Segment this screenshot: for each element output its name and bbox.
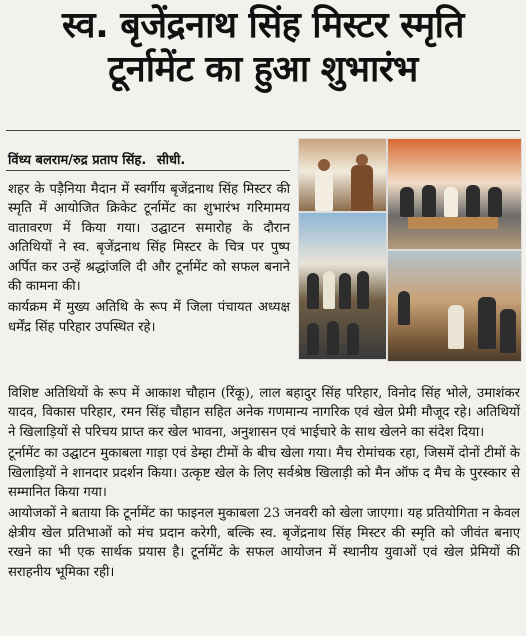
person-figure xyxy=(400,187,414,217)
photo-felicitation xyxy=(298,138,387,212)
person-figure xyxy=(488,187,502,217)
headline-line-1: स्व. बृजेंद्रनाथ सिंह मिस्टर स्मृति xyxy=(62,5,464,46)
photo-players-lineup xyxy=(298,212,387,360)
person-head xyxy=(356,154,368,166)
person-figure xyxy=(315,169,333,211)
person-figure xyxy=(478,297,496,349)
photo-collage xyxy=(298,138,520,360)
headline-divider xyxy=(6,130,520,131)
person-figure xyxy=(339,273,351,309)
person-figure xyxy=(500,309,516,353)
body-paragraph-2: टूर्नामेंट का उद्घाटन मुकाबला गाड़ा एवं डेम्हा टीमों के बीच खेला गया। मैच रोमांचक रहा, जिसमें दोनों टीमों के खिलाड़ियों ने शानदार प्रदर्शन किया। उत्कृष्ट खेल के लिए सर्वश्रेष्ठ खिलाड़ी को मैन ऑफ द मैच के पुरस्कार से सम्मानित किया गया। xyxy=(8,446,520,501)
article-body xyxy=(8,384,520,584)
byline-place: सीधी. xyxy=(156,153,186,168)
person-figure xyxy=(347,323,359,355)
person-figure xyxy=(398,291,410,325)
photo-ground-crowd xyxy=(387,250,522,362)
byline-divider xyxy=(6,170,290,171)
person-head xyxy=(318,159,330,171)
person-figure xyxy=(448,305,464,349)
body-paragraph-3: आयोजकों ने बताया कि टूर्नामेंट का फाइनल मुकाबला 23 जनवरी को खेला जाएगा। यह प्रतियोगिता न केवल क्षेत्रीय खेल प्रतिभाओं को मंच प्रदान करेगी, बल्कि स्व. बृजेंद्रनाथ सिंह मिस्टर की स्मृति को जीवंत बनाए रखने का भी एक सार्थक प्रयास है। टूर्नामेंट के सफल आयोजन में स्थानीय युवाओं एवं खेल प्रेमियों की सराहनीय भूमिका रही। xyxy=(8,506,520,580)
column-paragraph-1: शहर के पड़ैनिया मैदान में स्वर्गीय बृजेंद्रनाथ सिंह मिस्टर की स्मृति में आयोजित क्रिकेट टूर्नामेंट का शुभारंभ गरिमामय वातावरण में किया गया। उद्घाटन समारोह के दौरान अतिथियों ने स्व. बृजेंद्रनाथ सिंह मिस्टर के चित्र पर पुष्प अर्पित कर उन्हें श्रद्धांजलि दी और टूर्नामेंट को सफल बनाने की कामना की। xyxy=(8,182,290,295)
person-figure xyxy=(307,273,319,309)
body-paragraph-1: विशिष्ट अतिथियों के रूप में आकाश चौहान (रिंकू), लाल बहादुर सिंह परिहार, विनोद सिंह भोले, उमाशंकर यादव, विकास परिहार, रमन सिंह चौहान सहित अनेक गणमान्य नागरिक एवं खेल प्रेमी मौजूद रहे। अतिथियों ने खिलाड़ियों से परिचय प्राप्त कर खेल भावना, अनुशासन एवं भाईचारे के साथ खेलने का संदेश दिया। xyxy=(8,386,520,440)
person-figure xyxy=(357,271,369,309)
person-figure xyxy=(444,187,458,217)
person-figure xyxy=(323,271,335,309)
table xyxy=(408,217,498,229)
byline xyxy=(8,150,290,168)
article-column xyxy=(8,180,290,339)
headline xyxy=(0,4,526,92)
person-figure xyxy=(307,323,319,355)
person-figure xyxy=(351,165,373,211)
person-figure xyxy=(466,185,480,217)
person-figure xyxy=(422,185,436,217)
column-paragraph-2: कार्यक्रम में मुख्य अतिथि के रूप में जिला पंचायत अध्यक्ष धर्मेंद्र सिंह परिहार उपस्थित रहे। xyxy=(8,300,290,335)
headline-line-2: टूर्नामेंट का हुआ शुभारंभ xyxy=(108,49,418,90)
person-figure xyxy=(327,321,339,355)
photo-dignitaries-seated xyxy=(387,138,522,250)
byline-dateline: विंध्य बलराम/रुद्र प्रताप सिंह. xyxy=(8,153,147,168)
